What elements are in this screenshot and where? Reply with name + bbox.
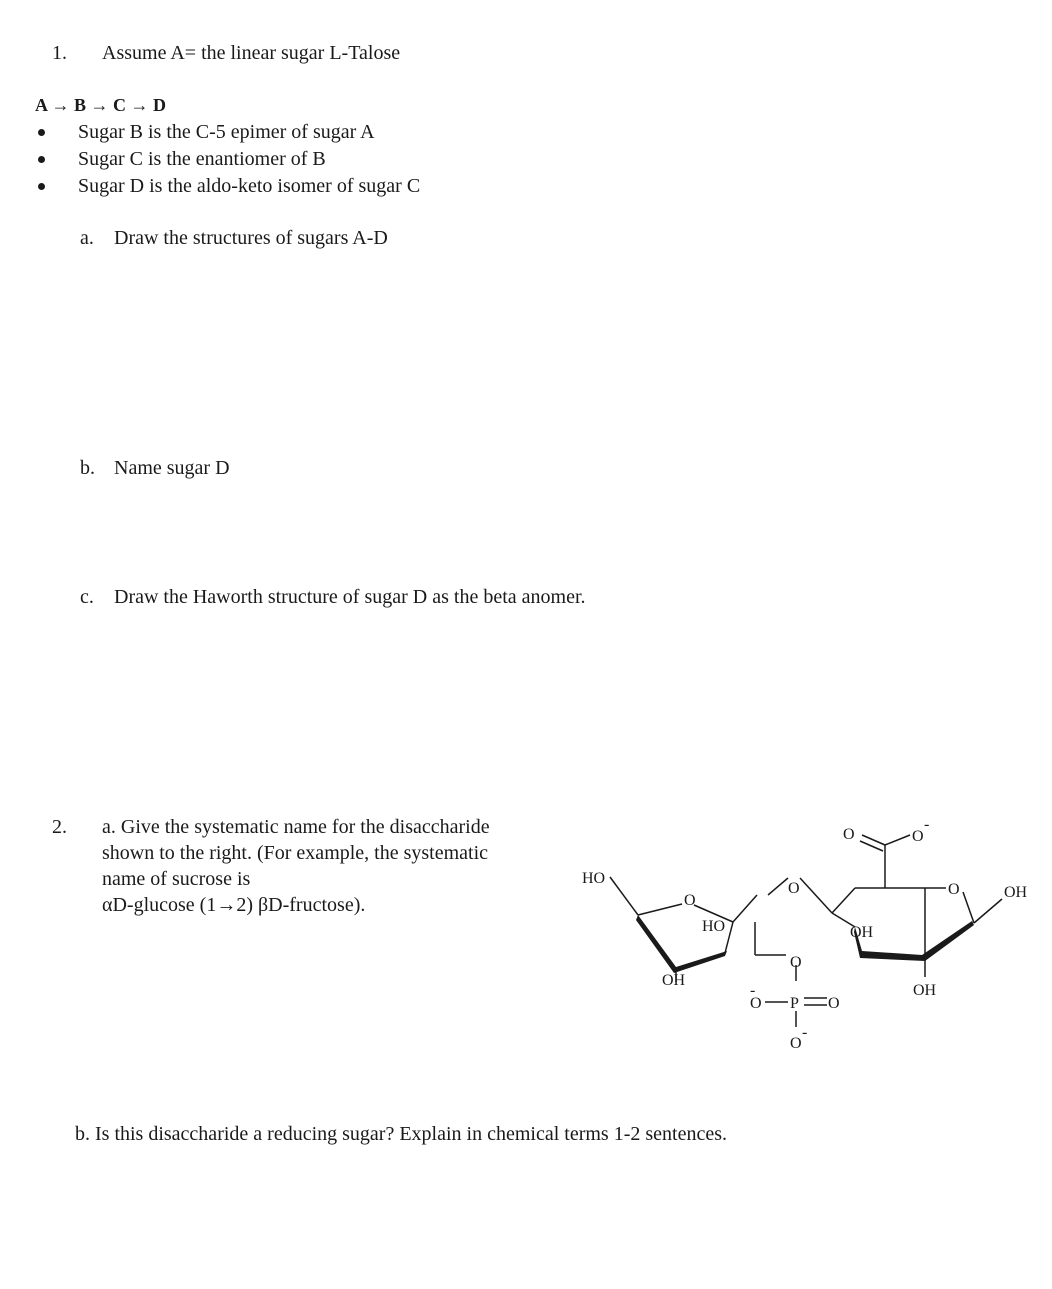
q2b-text: b. Is this disaccharide a reducing sugar? Explain in chemical terms 1-2 sentences. bbox=[75, 1123, 727, 1145]
bullet-dot bbox=[38, 156, 45, 163]
q1c-letter: c. bbox=[80, 586, 94, 608]
q1a-text: Draw the structures of sugars A-D bbox=[114, 227, 388, 249]
carboxyl-o-label: O bbox=[843, 826, 855, 843]
phosphate-o-right-label: O bbox=[828, 995, 840, 1012]
bond bbox=[963, 892, 974, 923]
carboxyl-o-minus-label: O bbox=[912, 828, 924, 845]
bullet-dot bbox=[38, 183, 45, 190]
q1-intro: Assume A= the linear sugar L-Talose bbox=[102, 42, 401, 64]
phosphate-charge-bottom: - bbox=[802, 1024, 808, 1041]
bond bbox=[832, 888, 855, 913]
q1-bullet-1: Sugar B is the C-5 epimer of sugar A bbox=[78, 121, 375, 143]
q2a-line-4: αD-glucose (1→2) βD-fructose). bbox=[102, 894, 366, 916]
q1-bullet-2: Sugar C is the enantiomer of B bbox=[78, 148, 326, 170]
bond bbox=[974, 899, 1002, 923]
bond bbox=[610, 877, 638, 915]
bond bbox=[733, 895, 757, 922]
oh-right-end-label: OH bbox=[1004, 884, 1028, 901]
q2a-line-2: shown to the right. (For example, the systematic bbox=[102, 842, 489, 864]
ho-inner-label: HO bbox=[702, 918, 726, 935]
q1b-letter: b. bbox=[80, 457, 95, 479]
q2a-line-3: name of sucrose is bbox=[102, 868, 251, 890]
q1a-letter: a. bbox=[80, 227, 94, 249]
glycosidic-o-label: O bbox=[788, 880, 800, 897]
phosphate-o-bottom-label: O bbox=[790, 1035, 802, 1052]
q2-number: 2. bbox=[52, 816, 67, 838]
bond bbox=[885, 835, 910, 845]
ho-top-label: HO bbox=[582, 870, 606, 887]
bullet-dot bbox=[38, 129, 45, 136]
q1-number: 1. bbox=[52, 42, 67, 64]
q1b-text: Name sugar D bbox=[114, 457, 230, 479]
q1-sequence: A → B → C → D bbox=[35, 95, 167, 115]
q1-bullet-3: Sugar D is the aldo-keto isomer of sugar C bbox=[78, 175, 421, 197]
carboxyl-charge: - bbox=[924, 816, 930, 833]
ring-o-right-label: O bbox=[948, 881, 960, 898]
ring-o-left-label: O bbox=[684, 892, 696, 909]
phosphate-o-left-label: O bbox=[750, 995, 762, 1012]
bond bbox=[768, 878, 788, 895]
phosphate-p-label: P bbox=[790, 995, 799, 1012]
oh-inner-right-label: OH bbox=[850, 924, 874, 941]
phosphate-o-top-label: O bbox=[790, 954, 802, 971]
bond bbox=[638, 904, 682, 915]
phosphate-charge-left: - bbox=[750, 982, 756, 999]
oh-left-bottom-label: OH bbox=[662, 972, 686, 989]
oh-right-bottom-label: OH bbox=[913, 982, 937, 999]
disaccharide-structure bbox=[570, 815, 1050, 1060]
bond bbox=[725, 922, 733, 953]
q1c-text: Draw the Haworth structure of sugar D as the beta anomer. bbox=[114, 586, 586, 608]
q2a-line-1: a. Give the systematic name for the disaccharide bbox=[102, 816, 490, 838]
bond bbox=[800, 878, 832, 913]
